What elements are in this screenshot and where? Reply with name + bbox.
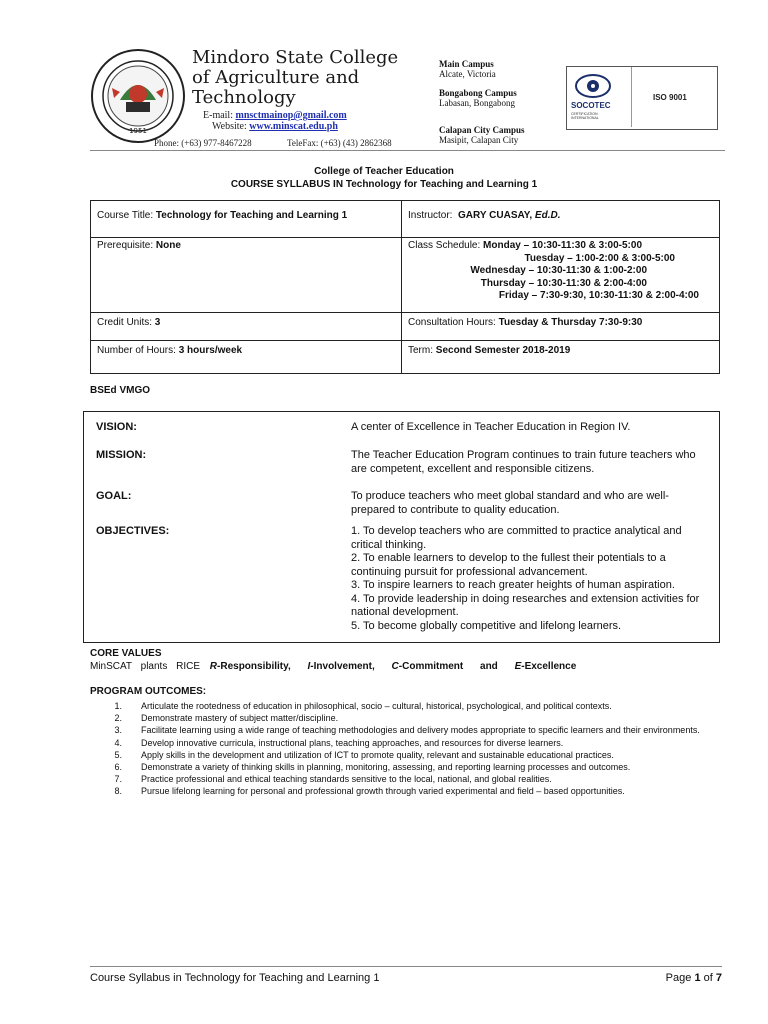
campus-name: Calapan City Campus <box>439 125 525 135</box>
vmgo-heading: BSEd VMGO <box>90 385 151 396</box>
table-row <box>91 313 720 341</box>
objective-line: continuing pursuit for professional advancement. <box>351 565 588 578</box>
page-number: 1 <box>694 972 701 984</box>
of-word: of <box>703 972 713 984</box>
logo-year: 1951 <box>129 127 147 135</box>
syllabus-title: COURSE SYLLABUS IN Technology for Teaching and Learning 1 <box>230 179 538 190</box>
objective-line: 5. To become globally competitive and lifelong learners. <box>351 619 622 632</box>
list-item <box>90 773 730 785</box>
list-item <box>90 749 730 761</box>
iso-standard: ISO 9001 <box>653 93 687 102</box>
campus-location: Alcate, Victoria <box>439 69 496 79</box>
objective-line: 1. To develop teachers who are committed to practice analytical and <box>351 525 682 537</box>
mission-line: The Teacher Education Program continues to train future teachers who <box>351 449 696 461</box>
table-row <box>91 341 720 374</box>
college-name-line-2: of Agriculture and <box>192 67 360 88</box>
outcome-number: 3. <box>114 725 122 736</box>
website-line <box>212 121 338 132</box>
page-word: Page <box>665 972 692 984</box>
email-label: E-mail: <box>203 110 233 121</box>
socotec-brand: SOCOTEC <box>571 101 611 110</box>
website-link[interactable]: www.minscat.edu.ph <box>249 121 338 132</box>
objective-line: 4. To provide leadership in doing researches and extension activities for <box>351 592 700 605</box>
iso-certification-badge <box>566 66 718 130</box>
consultation-hours-cell <box>402 313 720 341</box>
college-name-line-3: Technology <box>192 87 296 108</box>
table-row <box>91 238 720 313</box>
footer-course-title: Course Syllabus in Technology for Teaching and Learning 1 <box>90 972 380 984</box>
campus-location: Masipit, Calapan City <box>439 135 519 145</box>
hours-value: 3 hours/week <box>178 345 243 356</box>
field-label: Number of Hours: <box>97 345 176 356</box>
credit-units-value: 3 <box>154 317 161 328</box>
outcome-text: Pursue lifelong learning for personal and professional growth through varied experimental and field – based opportunities. <box>141 786 625 797</box>
outcome-number: 8. <box>114 786 122 797</box>
outcome-text: Demonstrate mastery of subject matter/discipline. <box>141 713 339 724</box>
core-value-word: Responsibility, <box>220 661 291 672</box>
instructor-degree: Ed.D. <box>534 210 561 221</box>
goal-label: GOAL: <box>96 490 132 502</box>
schedule-tuesday: Tuesday – 1:00-2:00 & 3:00-5:00 <box>524 252 675 264</box>
core-value-word: Excellence <box>524 661 577 672</box>
objective-line: 3. To inspire learners to reach greater heights of human aspiration. <box>351 579 675 591</box>
field-label: Class Schedule: <box>408 240 481 251</box>
objective-line: critical thinking. <box>351 538 427 551</box>
list-item <box>90 761 730 773</box>
list-item <box>90 724 730 736</box>
prerequisite-value: None <box>155 240 181 251</box>
email-line <box>203 110 347 121</box>
website-label: Website: <box>212 121 247 132</box>
list-item <box>90 700 730 712</box>
list-item <box>90 785 730 797</box>
socotec-sub: CERTIFICATION INTERNATIONAL <box>571 112 599 120</box>
program-outcomes-heading: PROGRAM OUTCOMES: <box>90 686 207 697</box>
list-item <box>90 737 730 749</box>
program-outcomes-list <box>90 700 730 798</box>
outcome-text: Practice professional and ethical teaching standards sensitive to the local, national, and global realities. <box>141 774 552 785</box>
outcome-text: Articulate the rootedness of education in philosophical, socio – cultural, historical, psychological, and political contexts. <box>141 701 612 711</box>
campus-bongabong <box>439 88 517 108</box>
objectives-label: OBJECTIVES: <box>96 525 170 537</box>
college-seal-logo <box>90 48 186 144</box>
outcome-text: Apply skills in the development and utilization of ICT to promote quality, relevant and sustainable educational practices. <box>141 749 614 760</box>
college-department-title: College of Teacher Education <box>314 166 454 177</box>
field-label: Term: <box>408 345 433 356</box>
core-value-letter: E- <box>514 661 525 672</box>
term-cell <box>402 341 720 374</box>
mission-label: MISSION: <box>96 449 147 461</box>
instructor-cell <box>402 201 720 238</box>
course-info-table <box>90 200 720 374</box>
outcome-number: 1. <box>114 701 122 711</box>
vision-label: VISION: <box>96 421 137 433</box>
page-indicator <box>666 972 722 984</box>
term-value: Second Semester 2018-2019 <box>435 345 571 356</box>
socotec-eye-icon <box>575 73 611 99</box>
field-label: Instructor: <box>408 210 453 221</box>
table-row <box>91 201 720 238</box>
core-values-line <box>90 661 590 672</box>
core-values-intro: MinSCAT plants RICE <box>90 661 200 672</box>
core-value-conjunction: and <box>480 661 498 672</box>
core-values-heading: CORE VALUES <box>90 648 162 659</box>
objective-line: national development. <box>351 606 459 618</box>
phone-text: Phone: (+63) 977-8467228 <box>154 138 252 148</box>
outcome-number: 6. <box>114 762 122 773</box>
hours-cell <box>91 341 402 374</box>
goal-text <box>351 490 711 517</box>
core-value-letter: R- <box>209 661 221 672</box>
badge-divider <box>631 67 632 127</box>
field-label: Credit Units: <box>97 317 153 328</box>
outcome-text: Develop innovative curricula, instructional plans, teaching approaches, and resources for diverse learners. <box>141 737 564 748</box>
field-label: Prerequisite: <box>97 240 154 251</box>
course-title-value: Technology for Teaching and Learning 1 <box>155 210 348 221</box>
course-title-cell <box>91 201 402 238</box>
campus-name: Bongabong Campus <box>439 88 517 98</box>
instructor-value: GARY CUASAY, <box>458 210 533 221</box>
consultation-hours-value: Tuesday & Thursday 7:30-9:30 <box>498 317 643 328</box>
campus-location: Labasan, Bongabong <box>439 98 515 108</box>
credit-units-cell <box>91 313 402 341</box>
schedule-friday: Friday – 7:30-9:30, 10:30-11:30 & 2:00-4:00 <box>498 290 699 301</box>
field-label: Consultation Hours: <box>408 317 496 328</box>
schedule-thursday: Thursday – 10:30-11:30 & 2:00-4:00 <box>480 277 647 289</box>
header-divider <box>90 150 725 151</box>
email-link[interactable]: mnsctmainop@gmail.com <box>235 110 347 121</box>
outcome-text: Facilitate learning using a wide range of teaching methodologies and delivery modes appropriate to specific learners and their environments. <box>141 725 700 736</box>
mission-text <box>351 449 711 476</box>
schedule-monday: Monday – 10:30-11:30 & 3:00-5:00 <box>483 240 643 251</box>
core-value-word: Commitment <box>402 661 464 672</box>
objectives-text <box>351 525 711 633</box>
outcome-text: Demonstrate a variety of thinking skills in planning, monitoring, assessing, and reporting learning processes and outcomes. <box>141 762 631 773</box>
goal-line: prepared to contribute to quality education. <box>351 503 560 516</box>
core-value-letter: I- <box>307 661 314 672</box>
class-schedule-cell <box>402 238 720 313</box>
objective-line: 2. To enable learners to develop to the fullest their potentials to a <box>351 552 666 564</box>
outcome-number: 7. <box>114 774 122 785</box>
outcome-number: 4. <box>114 737 122 748</box>
vision-text: A center of Excellence in Teacher Education in Region IV. <box>351 421 631 433</box>
footer-divider <box>90 966 722 967</box>
prerequisite-cell <box>91 238 402 313</box>
campus-name: Main Campus <box>439 59 494 69</box>
list-item <box>90 712 730 724</box>
core-value-word: Involvement, <box>313 661 375 672</box>
telefax-text: TeleFax: (+63) (43) 2862368 <box>287 138 392 148</box>
campus-calapan <box>439 125 525 145</box>
page-total: 7 <box>715 972 722 984</box>
college-name-line-1: Mindoro State College <box>192 47 399 68</box>
core-value-letter: C- <box>391 661 403 672</box>
campus-main <box>439 59 496 79</box>
outcome-number: 5. <box>114 749 122 760</box>
goal-line: To produce teachers who meet global standard and who are well- <box>351 490 669 502</box>
mission-line: are competent, excellent and responsible citizens. <box>351 462 595 475</box>
field-label: Course Title: <box>97 210 154 221</box>
schedule-wednesday: Wednesday – 10:30-11:30 & 1:00-2:00 <box>470 265 647 276</box>
outcome-number: 2. <box>114 713 122 724</box>
